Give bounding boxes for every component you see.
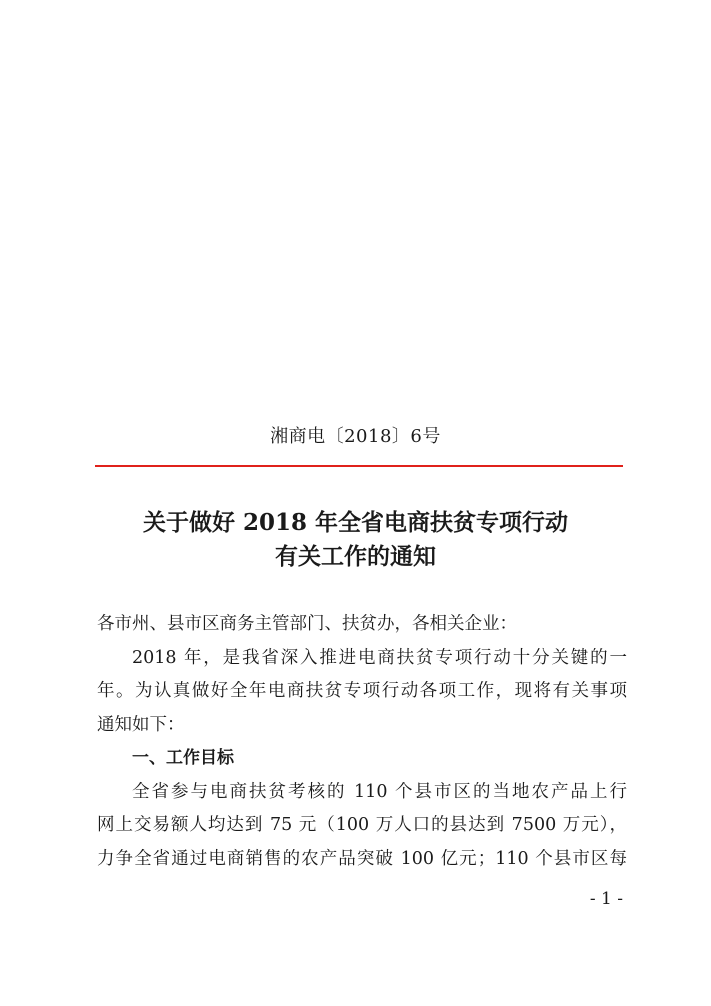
paragraph-line: 全省参与电商扶贫考核的 110 个县市区的当地农产品上行 <box>132 781 627 802</box>
paragraph-line: 年。为认真做好全年电商扶贫专项行动各项工作，现将有关事项 <box>97 681 627 701</box>
red-separator-line <box>95 465 623 467</box>
document-number: 湘商电〔2018〕6号 <box>270 426 441 447</box>
title-line-1: 关于做好 2018 年全省电商扶贫专项行动 <box>142 509 569 536</box>
paragraph-line: 力争全省通过电商销售的农产品突破 100 亿元；110 个县市区每 <box>97 848 627 869</box>
document-body <box>97 608 627 876</box>
document-title <box>60 506 651 574</box>
paragraph-line: 通知如下： <box>97 714 185 735</box>
paragraph-line: 2018 年，是我省深入推进电商扶贫专项行动十分关键的一 <box>132 647 627 668</box>
page-number: - 1 - <box>589 889 623 909</box>
paragraph-line: 网上交易额人均达到 75 元（100 万人口的县达到 7500 万元）， <box>97 815 627 835</box>
salutation: 各市州、县市区商务主管部门、扶贫办，各相关企业： <box>97 614 517 634</box>
section-heading: 一、工作目标 <box>132 748 234 768</box>
title-line-2: 有关工作的通知 <box>275 543 436 570</box>
